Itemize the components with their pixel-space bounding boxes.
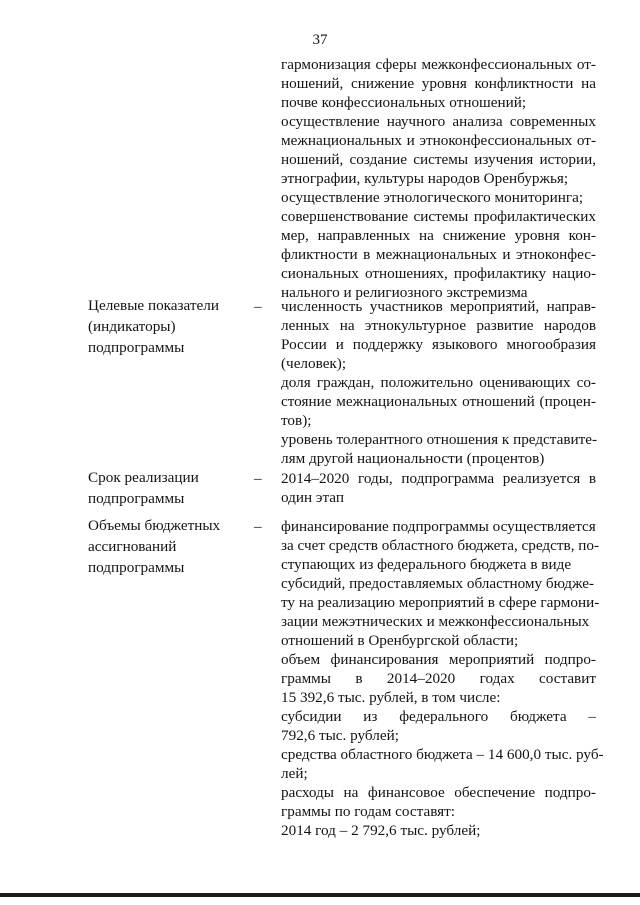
text-line: ту на реализацию мероприятий в сфере гармони- — [281, 594, 600, 611]
text-line: лям другой национальности (процентов) — [281, 450, 545, 467]
text-line: тов); — [281, 412, 312, 429]
text-line: за счет средств областного бюджета, средств, по- — [281, 537, 600, 554]
text-line: один этап — [281, 489, 344, 506]
dash-separator: – — [254, 470, 262, 487]
page-bottom-edge — [0, 893, 640, 897]
text-line: финансирование подпрограммы осуществляется — [281, 518, 596, 535]
text-line: доля граждан, положительно оценивающих со- — [281, 374, 596, 391]
text-line: уровень толерантного отношения к представите- — [281, 431, 598, 448]
section-label: Объемы бюджетных ассигнований подпрограммы — [88, 517, 221, 576]
text-line: 792,6 тыс. рублей; — [281, 727, 399, 744]
text-line: почве конфессиональных отношений; — [281, 94, 527, 111]
text-line: средства областного бюджета – 14 600,0 тыс. руб- — [281, 746, 604, 763]
text-line: ношений, снижение уровня конфликтности на — [281, 75, 596, 92]
text-line: нального и религиозного экстремизма — [281, 284, 528, 301]
text-line: численность участников мероприятий, направ- — [281, 298, 596, 315]
text-line: субсидий, предоставляемых областному бюдже- — [281, 575, 595, 592]
text-line: России и поддержку языкового многообразия — [281, 336, 596, 353]
text-line: совершенствование системы профилактических — [281, 208, 596, 225]
text-line: 2014–2020 годы, подпрограмма реализуется в — [281, 470, 596, 487]
text-line: ступающих из федерального бюджета в виде — [281, 556, 572, 573]
text-line: расходы на финансовое обеспечение подпро- — [281, 784, 596, 801]
page-number: 37 — [312, 32, 328, 48]
dash-separator: – — [254, 518, 262, 535]
text-line: ленных на этнокультурное развитие народов — [281, 317, 596, 334]
text-line: межнациональных и этноконфессиональных от- — [281, 132, 596, 149]
text-line: гармонизация сферы межконфессиональных от- — [281, 56, 596, 73]
text-line: отношений в Оренбургской области; — [281, 632, 519, 649]
text-line: граммы по годам составят: — [281, 803, 456, 820]
text-line: (человек); — [281, 355, 347, 372]
text-line: осуществление научного анализа современных — [281, 113, 596, 130]
text-line: лей; — [281, 765, 308, 782]
text-line: мер, направленных на снижение уровня кон- — [281, 227, 596, 244]
text-line: субсидии из федерального бюджета – — [281, 708, 596, 725]
text-line: ношений, создание системы изучения истории, — [281, 151, 596, 168]
text-line: сиональных отношениях, профилактику нацио- — [281, 265, 596, 282]
text-line: зации межэтнических и межконфессиональных — [281, 613, 590, 630]
text-line: объем финансирования мероприятий подпро- — [281, 651, 596, 668]
text-line: стояние межнациональных отношений (процен- — [281, 393, 596, 410]
text-line: этнографии, культуры народов Оренбуржья; — [281, 170, 569, 187]
text-line: осуществление этнологического мониторинга; — [281, 189, 584, 206]
section-label: Целевые показатели (индикаторы) подпрограммы — [88, 297, 219, 356]
text-line: фликтности в межнациональных и этноконфес- — [281, 246, 596, 263]
text-line: 15 392,6 тыс. рублей, в том числе: — [281, 689, 501, 706]
dash-separator: – — [254, 298, 262, 315]
section-label: Срок реализации подпрограммы — [88, 469, 199, 507]
text-line: граммы в 2014–2020 годах составит — [281, 670, 596, 687]
text-line: 2014 год – 2 792,6 тыс. рублей; — [281, 822, 481, 839]
